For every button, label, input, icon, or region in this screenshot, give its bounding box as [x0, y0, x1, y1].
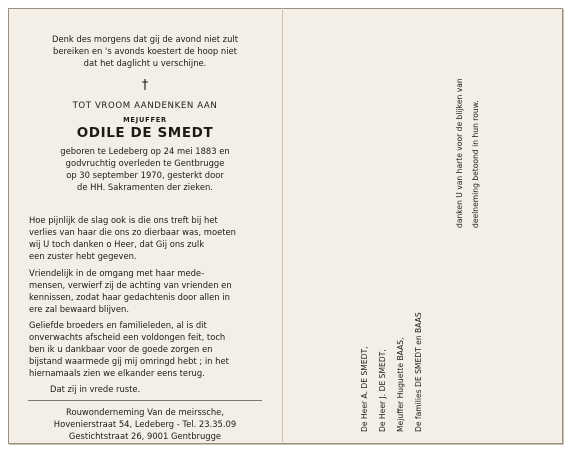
bio-line-4: de HH. Sakramenten der zieken. — [77, 182, 213, 192]
memorial-heading: TOT VROOM AANDENKEN AAN — [72, 101, 218, 111]
paragraph-2-line-3: kennissen, zodat haar gedachtenis door allen in — [29, 292, 230, 302]
intro-line-1: Denk des morgens dat gij de avond niet zult — [52, 34, 238, 44]
family-line-4: De families DE SMEDT en BAAS — [414, 312, 423, 432]
paragraph-3-line-5: hiernamaals zien we elkander eens terug. — [29, 368, 205, 378]
paragraph-1-line-4: een zuster hebt gegeven. — [29, 251, 137, 261]
paragraph-3-line-3: ben ik u dankbaar voor de goede zorgen en — [29, 344, 213, 354]
paragraph-1-line-1: Hoe pijnlijk de slag ook is die ons treft bij het — [29, 215, 218, 225]
bio-line-3: op 30 september 1970, gesterkt door — [66, 170, 224, 180]
paragraph-2-line-1: Vriendelijk in de omgang met haar mede- — [29, 268, 205, 278]
memorial-left-page — [8, 8, 282, 442]
bio-line-2: godvruchtig overleden te Gentbrugge — [65, 158, 225, 168]
intro-line-3: dat het daglicht u verschijne. — [83, 58, 207, 68]
thanks-line-1: danken U van harte voor de blijken van — [455, 78, 464, 228]
paragraph-3-line-1: Geliefde broeders en familieleden, al is dit — [29, 320, 207, 330]
printer-line-2: Hovenierstraat 54, Ledeberg - Tel. 23.35.09 — [53, 419, 237, 429]
printer-line-3: Gestichtstraat 26, 9001 Gentbrugge — [68, 431, 222, 441]
paragraph-1-line-2: verlies van haar die ons zo dierbaar was, moeten — [29, 227, 236, 237]
paragraph-3-line-2: onverwachts afscheid een voldongen feit, toch — [29, 332, 226, 342]
family-line-2: De Heer J. DE SMEDT, — [378, 349, 387, 432]
paragraph-2-line-2: mensen, verwierf zij de achting van vrienden en — [29, 280, 232, 290]
family-line-3: Mejuffer Huguette BAAS, — [396, 337, 405, 432]
paragraph-2-line-4: ere zal bewaard blijven. — [29, 304, 129, 314]
divider-rule — [28, 400, 262, 401]
deceased-name: ODILE DE SMEDT — [76, 125, 214, 141]
family-line-1: De Heer A. DE SMEDT, — [360, 346, 369, 432]
thanks-line-2: deelneming betoond in hun rouw. — [471, 100, 480, 228]
card-fold-line — [282, 8, 283, 442]
bio-line-1: geboren te Ledeberg op 24 mei 1883 en — [60, 146, 230, 156]
printer-line-1: Rouwonderneming Van de meirssche, — [66, 407, 224, 417]
cross-icon: † — [141, 78, 149, 93]
paragraph-1-line-3: wij U toch danken o Heer, dat Gij ons zulk — [29, 239, 205, 249]
paragraph-3-line-4: bijstand waarmede gij mij omringd hebt ; in het — [29, 356, 229, 366]
closing-line: Dat zij in vrede ruste. — [50, 384, 141, 394]
title-label: MEJUFFER — [123, 116, 167, 124]
intro-line-2: bereiken en 's avonds koestert de hoop niet — [53, 46, 237, 56]
